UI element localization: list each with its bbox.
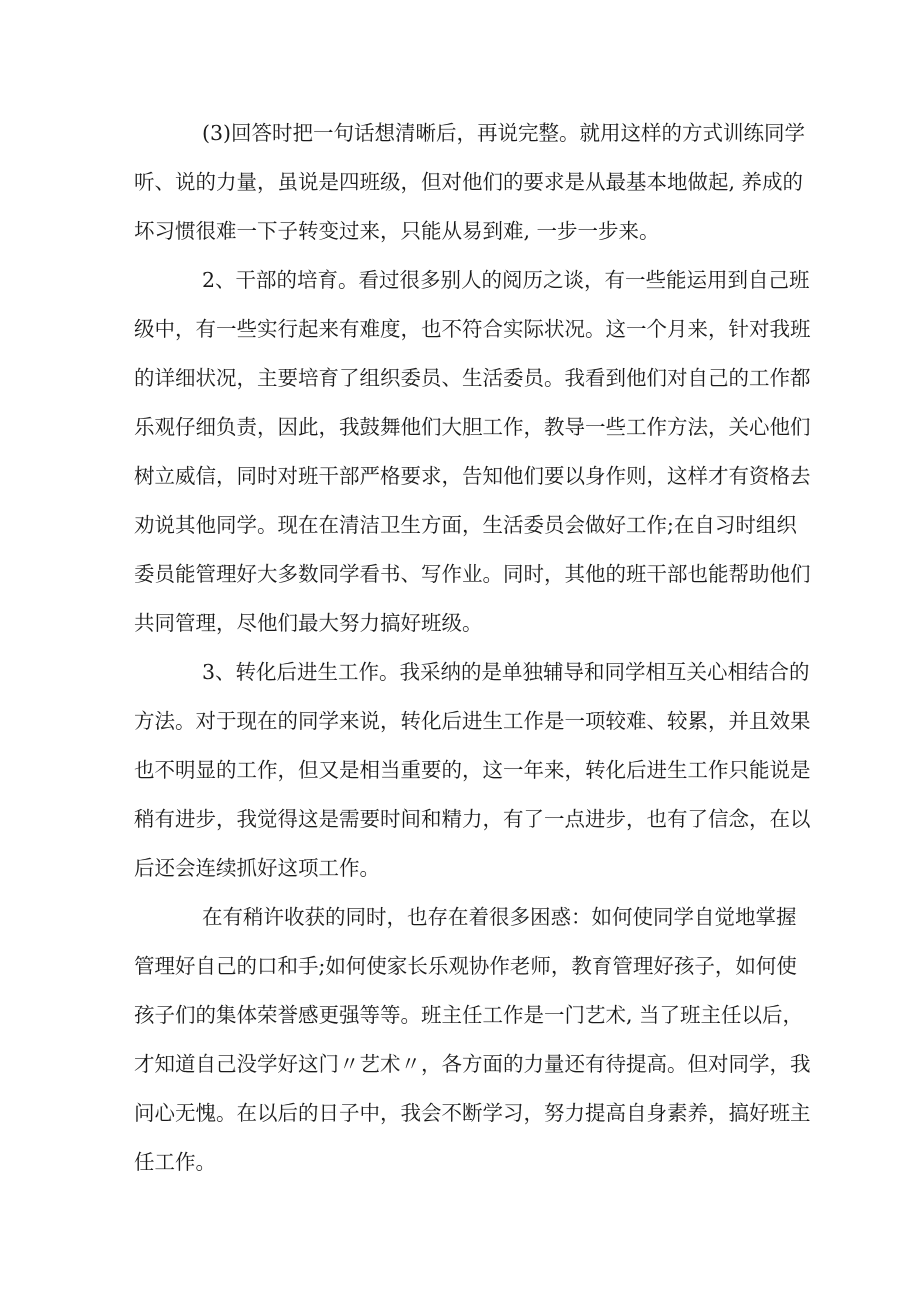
- paragraph-2-line-7: 委员能管理好大多数同学看书、写作业。同时，其他的班干部也能帮助他们: [134, 562, 811, 586]
- paragraph-2-line-1: 2、干部的培育。看过很多别人的阅历之谈，有一些能运用到自己班: [202, 268, 810, 292]
- paragraph-2-line-6: 劝说其他同学。现在在清洁卫生方面，生活委员会做好工作;在自习时组织: [134, 513, 797, 537]
- paragraph-2-line-3: 的详细状况，主要培育了组织委员、生活委员。我看到他们对自己的工作都: [134, 366, 811, 390]
- paragraph-4-line-3: 孩子们的集体荣誉感更强等等。班主任工作是一门艺术, 当了班主任以后，: [134, 1003, 804, 1027]
- paragraph-2-line-8: 共同管理，尽他们最大努力搞好班级。: [134, 611, 483, 635]
- paragraph-1-line-3: 坏习惯很难一下子转变过来，只能从易到难, 一步一步来。: [134, 219, 660, 243]
- paragraph-3-line-4: 稍有进步，我觉得这是需要时间和精力，有了一点进步，也有了信念，在以: [134, 807, 811, 831]
- paragraph-3-line-2: 方法。对于现在的同学来说，转化后进生工作是一项较难、较累，并且效果: [134, 709, 811, 733]
- paragraph-4-line-6: 任工作。: [134, 1150, 216, 1174]
- paragraph-4-line-5: 问心无愧。在以后的日子中，我会不断学习，努力提高自身素养，搞好班主: [134, 1101, 811, 1125]
- paragraph-1-line-1: (3)回答时把一句话想清晰后，再说完整。就用这样的方式训练同学: [202, 121, 806, 145]
- paragraph-2-line-5: 树立威信，同时对班干部严格要求，告知他们要以身作则，这样才有资格去: [134, 464, 811, 488]
- paragraph-3-line-5: 后还会连续抓好这项工作。: [134, 856, 380, 880]
- paragraph-4-line-1: 在有稍许收获的同时，也存在着很多困惑：如何使同学自觉地掌握: [202, 905, 797, 929]
- paragraph-2-line-4: 乐观仔细负责，因此，我鼓舞他们大胆工作，教导一些工作方法，关心他们: [134, 415, 811, 439]
- paragraph-2-line-2: 级中，有一些实行起来有难度，也不符合实际状况。这一个月来，针对我班: [134, 317, 811, 341]
- paragraph-4-line-2: 管理好自己的口和手;如何使家长乐观协作老师，教育管理好孩子，如何使: [134, 954, 797, 978]
- paragraph-3-line-1: 3、转化后进生工作。我采纳的是单独辅导和同学相互关心相结合的: [202, 660, 810, 684]
- paragraph-4-line-4: 才知道自己没学好这门〃艺术〃，各方面的力量还有待提高。但对同学，我: [134, 1052, 811, 1076]
- paragraph-1-line-2: 听、说的力量，虽说是四班级，但对他们的要求是从最基本地做起, 养成的: [134, 170, 804, 194]
- paragraph-3-line-3: 也不明显的工作，但又是相当重要的，这一年来，转化后进生工作只能说是: [134, 758, 811, 782]
